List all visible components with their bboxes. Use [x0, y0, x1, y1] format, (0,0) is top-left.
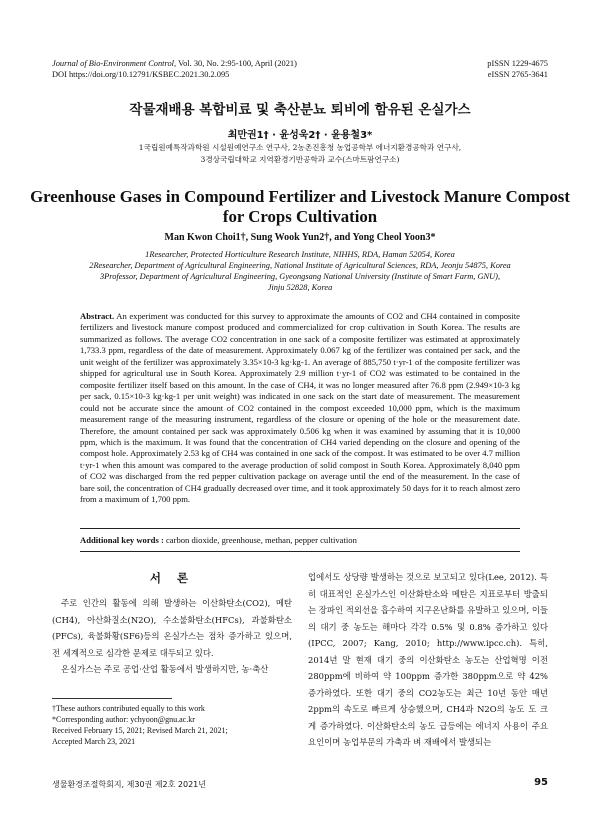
footnote-equal-contribution: †These authors contributed equally to this work: [52, 704, 205, 713]
english-authors: Man Kwon Choi1†, Sung Wook Yun2†, and Yong Cheol Yoon3*: [164, 232, 436, 243]
abstract-text: An experiment was conducted for this survey to approximate the amounts of CO2 and CH4 contained in composite fertilizers and livestock manure compost produced and commercialized for crop cultivation in South Korea. The results are summarized as follows. The average CO2 concentration in one sack of a composite fertilizer was estimated at approximately 1,733.3 ppm, regardless of the date of measurement. Approximately 0.067 kg of the fertilizer was contained per sack, and the unit weight of the fertilizer was approximately 3.35×10-3 kg·kg-1. An average of 885,750 t·yr-1 of the composite fertilizer was shipped for agricultural use in South Korea. Approximately 2.9 million t·yr-1 of CO2 was estimated to be contained in the composite fertilizer itself based on this amount. In the case of CH4, it was no longer measured after 76.8 ppm (2.949×10-3 kg per sack, 0.15×10-3 kg·kg-1 per unit weight) was indicated in one sack on the start date of measurement. The measurement could not be accurate since the amount of CO2 contained in the compost exceeded 10,000 ppm, which is the maximum measurement range of the measuring instrument, regardless of the closure or opening of the hole or the measurement date. Therefore, the amount contained per sack was approximately 0.506 kg when it was examined by assuming that it is 10,000 ppm, which is the maximum. It was found that the concentration of CH4 varied depending on the closure and opening of the compost hole. Approximately 2.53 kg of CH4 was contained in one sack of the compost. It was estimated to be over 4.7 million t·yr-1 when this amount was compared to the average production of solid compost in South Korea. Approximately 8,040 ppm of CO2 was discharged from the red pepper cultivation package on average until the end of the measurement. In the case of bare soil, the concentration of CH4 gradually decreased over time, and it took approximately 50 days for it to reach almost zero from a maximum of 1,700 ppm.: [80, 311, 520, 505]
english-title-line-2: for Crops Cultivation: [222, 207, 378, 226]
english-affiliation-1: 1Researcher, Protected Horticulture Research Institute, NIHHS, RDA, Haman 52054, Korea: [145, 250, 455, 259]
footnote-received: Received February 15, 2021; Revised March 21, 2021;: [52, 726, 228, 735]
english-title: [0, 187, 600, 227]
keywords-top-rule: [80, 528, 520, 529]
body-paragraph: 주로 인간의 활동에 의해 발생하는 이산화탄소(CO2), 메탄(CH4), 아산화질소(N2O), 수소불화탄소(HFCs), 과불화탄소(PFCs), 육불화황(SF6)등의 온실가스는 점차 증가하고 있으며, 전 세계적으로 심각한 문제로 대두되고 있다.: [52, 598, 292, 658]
korean-title: 작물재배용 복합비료 및 축산분뇨 퇴비에 함유된 온실가스: [129, 102, 471, 118]
issn-block: [487, 58, 548, 80]
body-column-left: [52, 595, 292, 678]
body-column-right: [308, 569, 548, 751]
english-affiliation-3: 3Professor, Department of Agricultural Engineering, Gyeongsang National University (Institute of Smart Farm, GNU),: [99, 272, 501, 281]
abstract: [80, 311, 520, 506]
abstract-label: Abstract.: [80, 311, 115, 321]
keywords-text: carbon dioxide, greenhouse, methan, pepper cultivation: [163, 535, 357, 545]
footnotes: [52, 703, 292, 747]
keywords: [80, 535, 520, 545]
journal-citation: [52, 58, 297, 69]
section-heading-introduction: 서 론: [149, 571, 195, 585]
footnote-corresponding-author: *Corresponding author: ychyoon@gnu.ac.kr: [52, 715, 195, 724]
journal-name: Journal of Bio-Environment Control,: [52, 59, 177, 68]
body-paragraph: 온실가스는 주로 공업·산업 활동에서 발생하지만, 농·축산: [61, 664, 269, 674]
footer-journal: 생물환경조절학회지, 제30권 제2호 2021년: [52, 780, 206, 789]
page-number: 95: [534, 777, 548, 788]
english-affiliation-4: Jinju 52828, Korea: [267, 283, 333, 292]
footnote-accepted: Accepted March 23, 2021: [52, 737, 136, 746]
body-paragraph: 업에서도 상당량 발생하는 것으로 보고되고 있다(Lee, 2012). 특히 대표적인 온실가스인 이산화탄소와 메탄은 지표로부터 방출되는 장파인 적외선을 흡수하여 지구온난화를 유발하고 있으며, 이들의 대기 중 농도는 해마다 각각 0.5% 및 0.8% 증가하고 있다(IPCC, 2007; Kang, 2010; http://www.ipcc.ch). 특히, 2014년 말 현재 대기 중의 이산화탄소 농도는 산업혁명 이전 280ppm에 비하여 약 100ppm 증가한 380ppm으로 약 42% 증가하였다. 또한 대기 중의 CO2농도는 최근 10년 동안 매년 2ppm의 속도로 빠르게 상승했으며, CH4과 N2O의 농도 도 크게 증가하였다. 이산화탄소의 농도 급등에는 에너지 사용이 주요 요인이며 농업부문의 가축과 벼 재배에서 발생되는: [308, 572, 548, 747]
doi-link[interactable]: DOI https://doi.org/10.12791/KSBEC.2021.30.2.095: [52, 70, 230, 79]
journal-volume: Vol. 30, No. 2:95-100, April (2021): [178, 59, 297, 68]
eissn: eISSN 2765-3641: [487, 70, 548, 79]
korean-affiliation-1: 1국립원예특작과학원 시설원예연구소 연구사, 2농촌진흥청 농업공학부 에너지환경공학과 연구사,: [138, 143, 462, 152]
keywords-label: Additional key words :: [80, 535, 164, 545]
english-title-line-1: Greenhouse Gases in Compound Fertilizer and Livestock Manure Compost: [30, 187, 570, 206]
korean-authors: 최만권1† · 윤성욱2† · 윤용철3*: [227, 130, 373, 141]
keywords-bottom-rule: [80, 551, 520, 552]
pissn: pISSN 1229-4675: [487, 59, 548, 68]
korean-affiliation-2: 3경상국립대학교 지역환경기반공학과 교수(스마트팜연구소): [200, 155, 400, 164]
footnote-rule: [52, 698, 172, 699]
english-affiliation-2: 2Researcher, Department of Agricultural Engineering, National Institute of Agricultural Sciences, RDA, Jeonju 54875, Korea: [89, 261, 511, 270]
